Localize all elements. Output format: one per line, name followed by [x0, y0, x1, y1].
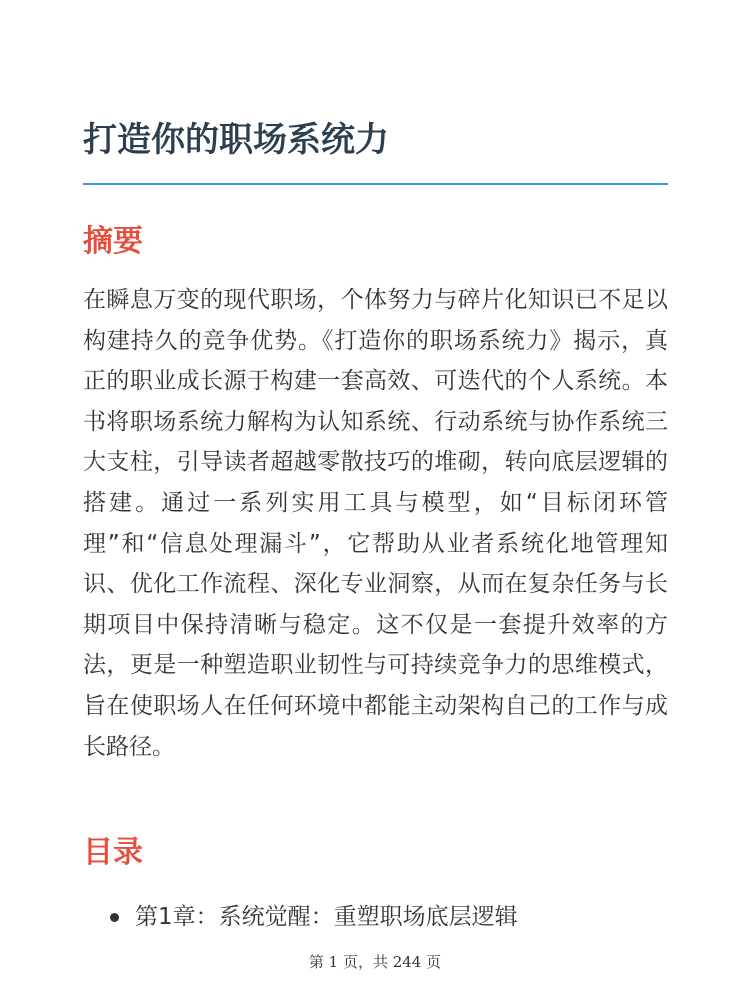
document-title: 打造你的职场系统力 [83, 120, 389, 160]
abstract-heading: 摘要 [83, 224, 143, 259]
toc-item-label: 第1章：系统觉醒：重塑职场底层逻辑 [135, 904, 518, 930]
abstract-paragraph: 在瞬息万变的现代职场，个体努力与碎片化知识已不足以构建持久的竞争优势。《打造你的职场系统力》揭示，真正的职业成长源于构建一套高效、可迭代的个人系统。本书将职场系统力解构为认知系统、行动系统与协作系统三大支柱，引导读者超越零散技巧的堆砌，转向底层逻辑的搭建。通过一系列实用工具与模型，如“目标闭环管理”和“信息处理漏斗”，它帮助从业者系统化地管理知识、优化工作流程、深化专业洞察，从而在复杂任务与长期项目中保持清晰与稳定。这不仅是一套提升效率的方法，更是一种塑造职业韧性与可持续竞争力的思维模式，旨在使职场人在任何环境中都能主动架构自己的工作与成长路径。 [83, 287, 668, 760]
page-number-footer: 第 1 页，共 244 页 [308, 953, 442, 971]
toc-heading: 目录 [83, 835, 143, 870]
title-divider [83, 183, 668, 185]
toc-list [83, 899, 668, 935]
bullet-icon [110, 913, 119, 922]
toc-item-chapter-1[interactable] [83, 899, 668, 935]
